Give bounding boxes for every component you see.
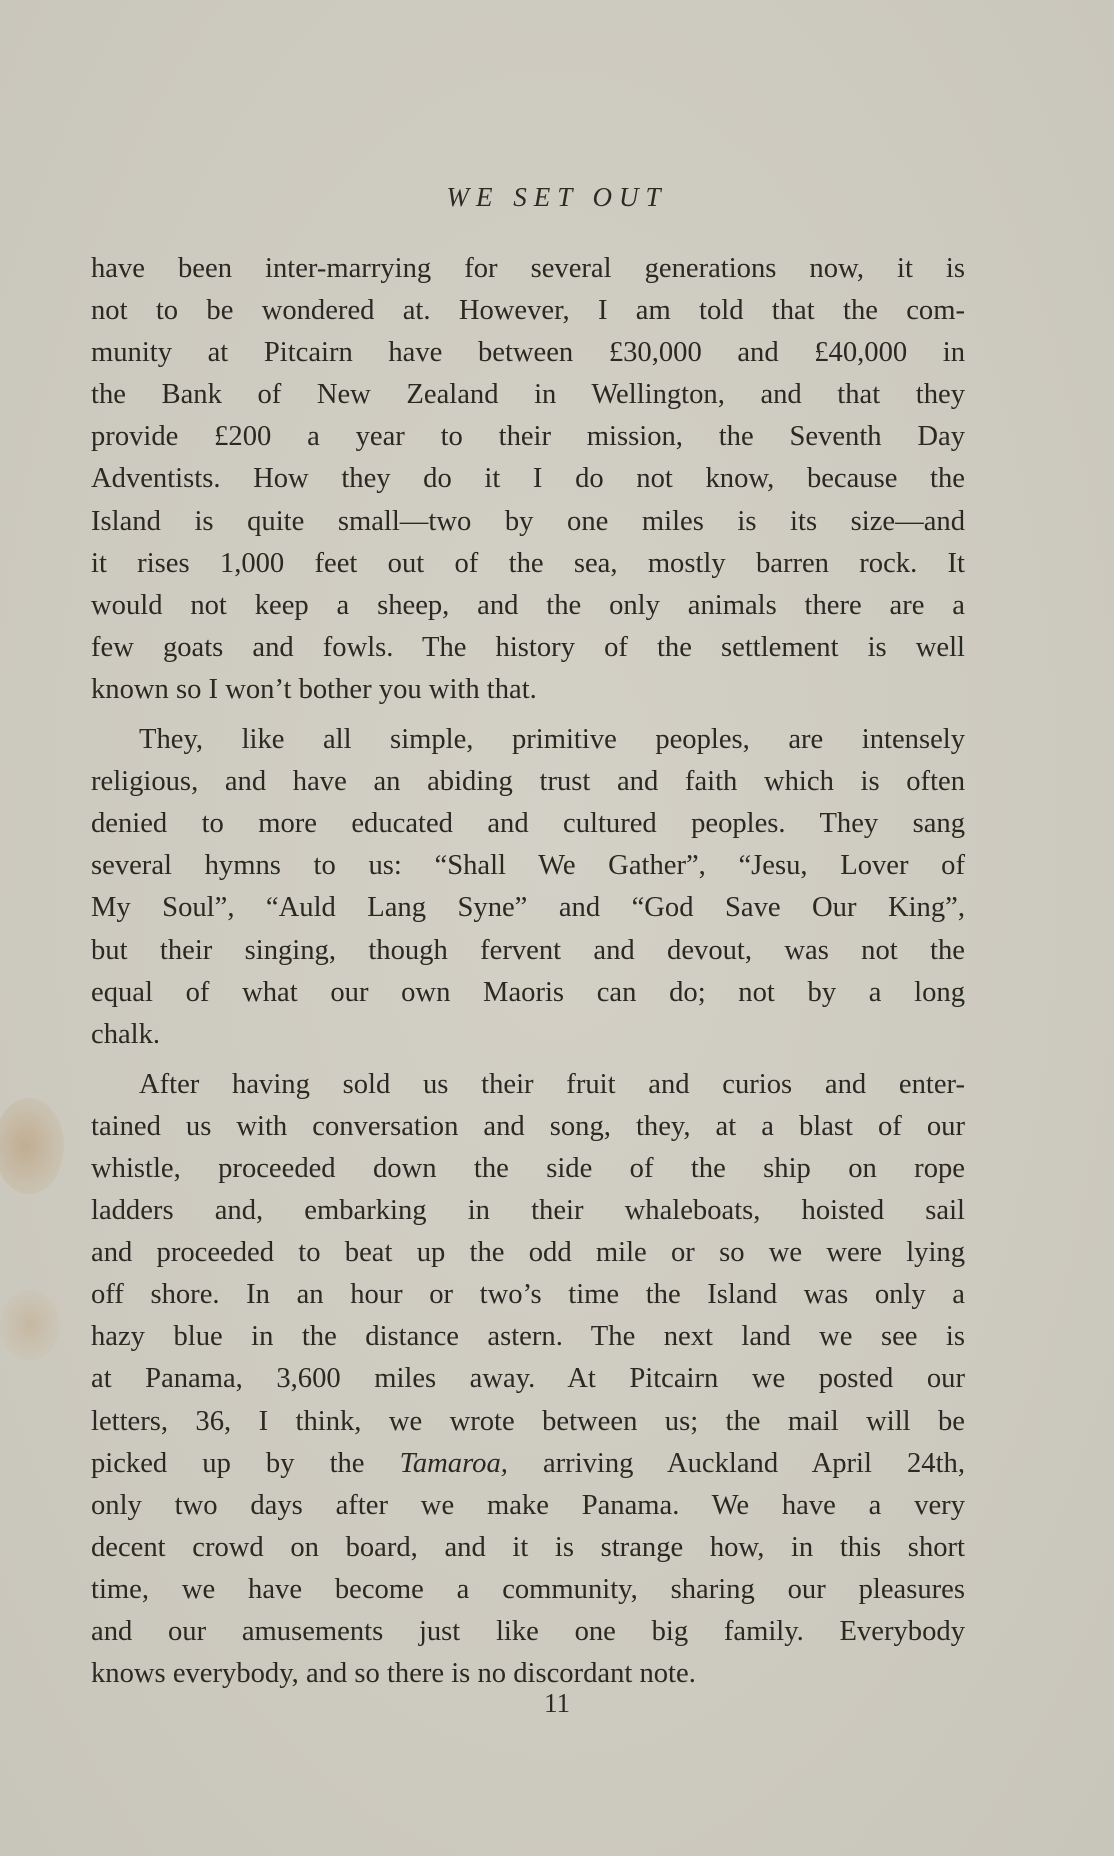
text-line: religious, and have an abiding trust and faith which is often	[91, 766, 965, 798]
paragraph-3	[91, 1064, 965, 1695]
text-line: After having sold us their fruit and curios and enter-	[139, 1068, 965, 1100]
text-line-with-ship-name	[91, 1443, 965, 1485]
text-line: tained us with conversation and song, they, at a blast of our	[91, 1110, 965, 1142]
text-line: Island is quite small—two by one miles is its size—and	[91, 505, 965, 537]
running-head: WE SET OUT	[446, 182, 668, 212]
text-line: the Bank of New Zealand in Wellington, and that they	[91, 379, 965, 411]
text-line: and our amusements just like one big family. Everybody	[91, 1616, 965, 1647]
text-line: but their singing, though fervent and devout, was not the	[91, 934, 965, 966]
text-line: knows everybody, and so there is no discordant note.	[91, 1658, 696, 1690]
text-line: My Soul”, “Auld Lang Syne” and “God Save Our King”,	[91, 892, 965, 924]
text-line: munity at Pitcairn have between £30,000 and £40,000 in	[91, 337, 965, 369]
text-line: whistle, proceeded down the side of the ship on rope	[91, 1152, 965, 1184]
text-line: ladders and, embarking in their whaleboats, hoisted sail	[91, 1195, 965, 1227]
text-line: chalk.	[91, 1018, 161, 1050]
text-line: denied to more educated and cultured peoples. They sang	[91, 808, 965, 840]
text-line: off shore. In an hour or two’s time the Island was only a	[91, 1279, 965, 1311]
text-fragment: arriving Auckland April 24th,	[507, 1447, 965, 1479]
ship-name: Tamaroa,	[399, 1447, 508, 1479]
page-number: 11	[544, 1688, 570, 1718]
text-line: several hymns to us: “Shall We Gather”, “Jesu, Lover of	[91, 850, 965, 882]
text-line: only two days after we make Panama. We have a very	[91, 1489, 965, 1521]
text-line: known so I won’t bother you with that.	[91, 673, 537, 705]
paper-stain-lower	[0, 1290, 60, 1360]
text-line: few goats and fowls. The history of the settlement is well	[91, 631, 965, 663]
paragraph-1	[91, 248, 965, 711]
text-line: They, like all simple, primitive peoples, are intensely	[139, 724, 965, 756]
text-line: time, we have become a community, sharing our pleasures	[91, 1573, 965, 1605]
text-fragment: picked up by the	[91, 1447, 400, 1479]
text-line: and proceeded to beat up the odd mile or so we were lying	[91, 1237, 965, 1269]
body-text	[91, 248, 965, 1703]
text-line: would not keep a sheep, and the only animals there are a	[91, 589, 965, 621]
text-line: decent crowd on board, and it is strange how, in this short	[91, 1531, 965, 1563]
text-line: letters, 36, I think, we wrote between us; the mail will be	[91, 1405, 965, 1437]
paper-stain-upper	[0, 1098, 64, 1194]
text-line: Adventists. How they do it I do not know, because the	[91, 463, 965, 495]
text-line: provide £200 a year to their mission, the Seventh Day	[91, 421, 965, 453]
text-line: have been inter-marrying for several generations now, it is	[91, 253, 965, 284]
text-line: not to be wondered at. However, I am told that the com-	[91, 295, 965, 327]
paragraph-2	[91, 719, 965, 1056]
text-line: hazy blue in the distance astern. The next land we see is	[91, 1321, 965, 1353]
text-line: at Panama, 3,600 miles away. At Pitcairn we posted our	[91, 1363, 965, 1395]
text-line: equal of what our own Maoris can do; not by a long	[91, 976, 965, 1008]
text-line: it rises 1,000 feet out of the sea, mostly barren rock. It	[91, 547, 965, 579]
